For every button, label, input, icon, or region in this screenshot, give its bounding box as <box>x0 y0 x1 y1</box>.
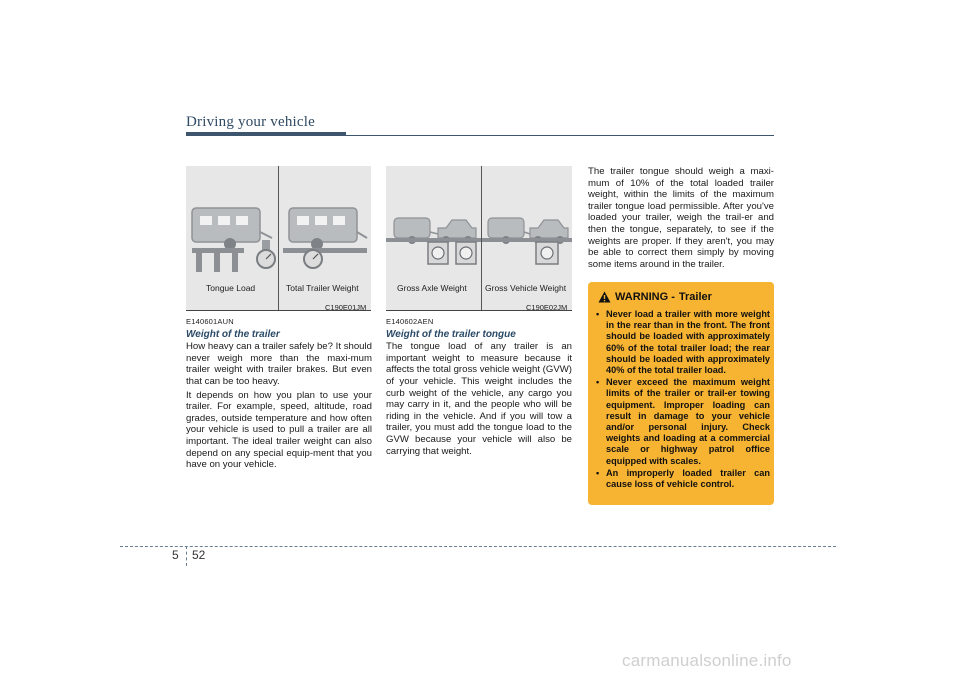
figure1-caption-left: Tongue Load <box>206 283 256 293</box>
reference-code: E140602AEN <box>386 317 434 326</box>
paragraph: It depends on how you plan to use your trailer. For example, speed, altitude, road grades, outside temperature and how often your vehicle is used to pull a trailer are all important. The ideal trailer weight can also depend on any special equip-ment that you have on your vehicle. <box>186 389 372 471</box>
section-title: Driving your vehicle <box>186 114 315 130</box>
warning-title <box>598 291 712 303</box>
footer-separator <box>186 546 187 566</box>
figure-trailer-tongue <box>386 166 572 310</box>
figure2-code: C190E02JM <box>526 303 568 312</box>
watermark: carmanualsonline.info <box>622 651 792 670</box>
figure-trailer-weight <box>186 166 371 310</box>
column-trailer-tongue <box>386 316 572 459</box>
figure1-caption-right: Total Trailer Weight <box>286 283 359 293</box>
column-trailer-weight <box>186 316 372 473</box>
warning-list <box>596 309 770 491</box>
header-rule <box>186 135 774 136</box>
warning-title-label: WARNING - <box>615 291 675 303</box>
reference-code: E140601AUN <box>186 317 234 326</box>
warning-icon <box>598 291 611 303</box>
paragraph: The trailer tongue should weigh a maxi-mum of 10% of the total loaded trailer weight, within the limits of the maximum trailer tongue load permissible. After you've loaded your trailer, weigh the trail-er and then the tongue, separately, to see if the weights are proper. If they aren't, you may be able to correct them simply by moving some items around in the trailer. <box>588 166 774 270</box>
figure2-caption-right: Gross Vehicle Weight <box>485 283 567 293</box>
warning-box <box>588 282 774 505</box>
warning-title-topic: Trailer <box>678 291 712 303</box>
figure1-code: C190E01JM <box>325 303 367 312</box>
section-heading: Weight of the trailer <box>186 328 280 340</box>
figure2-caption-left: Gross Axle Weight <box>397 283 467 293</box>
paragraph: How heavy can a trailer safely be? It should never weigh more than the maxi-mum trailer weight with trailer brakes. But even that can be too heavy. <box>186 341 372 387</box>
warning-item: • Never exceed the maximum weight limits of the trailer or trail-er towing equipment. Improper loading can result in damage to your vehicle and/or personal injury. Check weights and loading at a commercial scale or highway patrol office equipped with scales. <box>596 377 770 467</box>
section-number: 5 <box>172 548 179 562</box>
warning-item: • Never load a trailer with more weight in the rear than in the front. The front should be loaded with approximately 60% of the total trailer load; the rear should be loaded with approximately 40% of the total trailer load. <box>596 309 770 376</box>
warning-item: • An improperly loaded trailer can cause loss of vehicle control. <box>596 468 770 490</box>
footer-rule <box>120 546 836 547</box>
page-number: 52 <box>192 548 206 562</box>
paragraph: The tongue load of any trailer is an important weight to measure because it affects the total gross vehicle weight (GVW) of your vehicle. This weight includes the curb weight of the vehicle, any cargo you may carry in it, and the people who will be riding in the vehicle. And if you will tow a trailer, you must add the tongue load to the GVW because your vehicle will also be carrying that weight. <box>386 341 572 457</box>
section-heading: Weight of the trailer tongue <box>386 328 516 340</box>
column-tongue-weight <box>588 166 774 272</box>
